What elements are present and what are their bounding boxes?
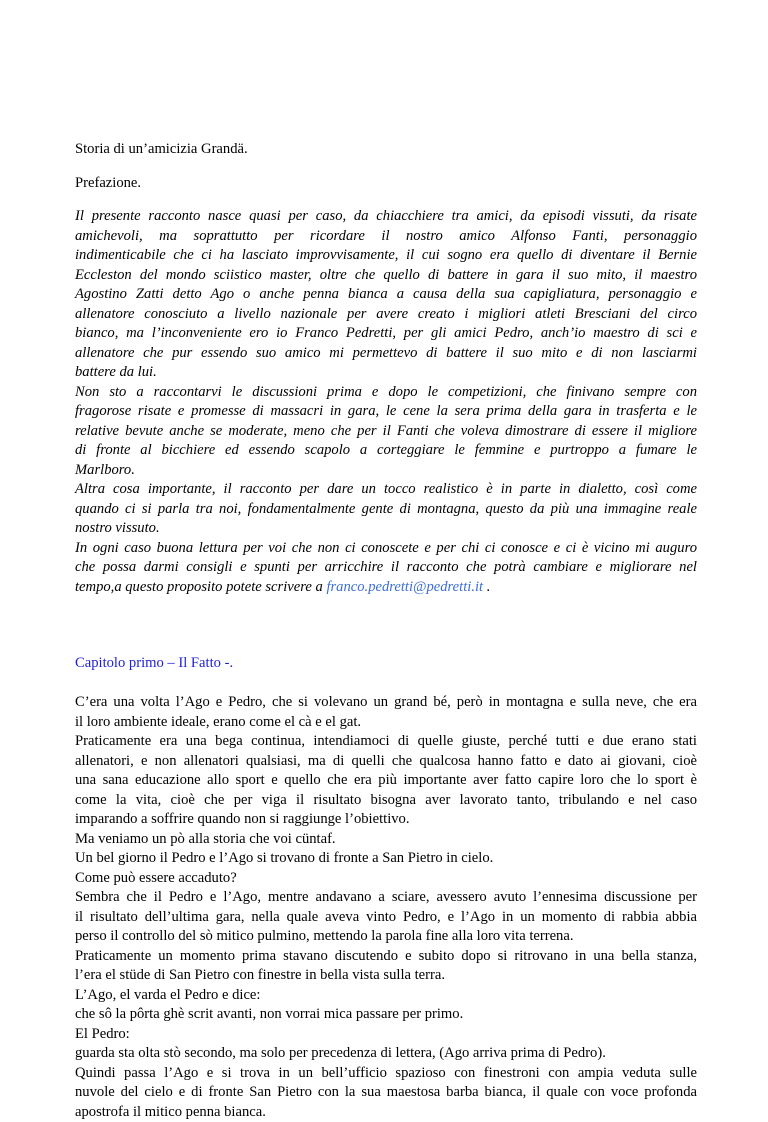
preface-line: fragorose risate e promesse di massacri in gara, le cene la sera prima della gara in trasferta e le xyxy=(75,402,697,422)
preface-line: In ogni caso buona lettura per voi che non ci conoscete e per chi ci conosce e ci è vicino mi auguro xyxy=(75,539,697,559)
preface-line: Eccleston del mondo sciistico master, oltre che quello di battere in gara il suo mito, il maestro xyxy=(75,266,697,286)
chapter-line: una sana educazione allo sport e quello che era più importante aver fatto capire loro che lo sport è xyxy=(75,771,697,791)
chapter-line: Un bel giorno il Pedro e l’Ago si trovano di fronte a San Pietro in cielo. xyxy=(75,849,697,869)
chapter-line: imparando a soffrire quando non si raggiunge l’obiettivo. xyxy=(75,810,697,830)
chapter-line: perso il controllo del sò mitico pulmino, mettendo la parola fine alla loro vita terrena. xyxy=(75,927,697,947)
preface-line: indimenticabile che ci ha lasciato improvvisamente, il cui sogno era quello di diventare il Bernie xyxy=(75,246,697,266)
preface-line: Il presente racconto nasce quasi per caso, da chiacchiere tra amici, da episodi vissuti, da risate xyxy=(75,207,697,227)
preface-line: Non sto a raccontarvi le discussioni prima e dopo le competizioni, che finivano sempre con xyxy=(75,383,697,403)
chapter-line: El Pedro: xyxy=(75,1025,697,1045)
preface-last-line-prefix: tempo,a questo proposito potete scrivere a xyxy=(75,579,326,595)
email-link[interactable]: franco.pedretti@pedretti.it xyxy=(326,579,483,595)
preface-line: allenatore che pur essendo suo amico mi permettevo di battere il suo mito e di non lasciarmi xyxy=(75,344,697,364)
chapter-line: guarda sta olta stò secondo, ma solo per precedenza di lettera, (Ago arriva prima di Pedro). xyxy=(75,1044,697,1064)
chapter-line: il loro ambiente ideale, erano come el cà e el gat. xyxy=(75,713,697,733)
preface-heading: Prefazione. xyxy=(75,174,697,194)
preface-line: relative bevute anche se moderate, meno che per il Fanti che voleva dimostrare di essere il migliore xyxy=(75,422,697,442)
chapter-line: L’Ago, el varda el Pedro e dice: xyxy=(75,986,697,1006)
document-title: Storia di un’amicizia Grandä. xyxy=(75,140,697,160)
preface-last-line-suffix: . xyxy=(483,579,490,595)
preface-line: nostro vissuto. xyxy=(75,519,697,539)
preface-line: Agostino Zatti detto Ago o anche penna bianca a causa della sua capigliatura, personaggio e xyxy=(75,285,697,305)
preface-line: allenatore conosciuto a livello nazionale per avere creato i migliori atleti Bresciani del circo xyxy=(75,305,697,325)
preface-body xyxy=(75,207,697,597)
chapter-line: Come può essere accaduto? xyxy=(75,869,697,889)
chapter-line: Praticamente un momento prima stavano discutendo e subito dopo si ritrovano in una bella stanza, xyxy=(75,947,697,967)
preface-line: battere da lui. xyxy=(75,363,697,383)
chapter-line: il risultato dell’ultima gara, nella quale aveva vinto Pedro, e l’Ago in un momento di rabbia abbia xyxy=(75,908,697,928)
chapter-line: nuvole del cielo e di fronte San Pietro con la sua maestosa barba bianca, il quale con voce profonda xyxy=(75,1083,697,1103)
preface-line: amichevoli, ma soprattutto per ricordare il nostro amico Alfonso Fanti, personaggio xyxy=(75,227,697,247)
chapter-line: apostrofa il mitico penna bianca. xyxy=(75,1103,697,1122)
chapter-line: allenatori, e non allenatori qualsiasi, ma di quelli che qualcosa hanno fatto e dato ai giovani, cioè xyxy=(75,752,697,772)
chapter-line: che sô la pôrta ghè scrit avanti, non vorrai mica passare per primo. xyxy=(75,1005,697,1025)
preface-line: quando ci si parla tra noi, fondamentalmente gente di montagna, questo da più una immagine reale xyxy=(75,500,697,520)
chapter-line: Quindi passa l’Ago e si trova in un bell’ufficio spazioso con finestroni con ampia veduta sulle xyxy=(75,1064,697,1084)
chapter-line: C’era una volta l’Ago e Pedro, che si volevano un grand bé, però in montagna e sulla neve, che era xyxy=(75,693,697,713)
preface-line: di fronte al bicchiere ed essendo scapolo a corteggiare le femmine e purtroppo a fumare le xyxy=(75,441,697,461)
document-page xyxy=(75,140,697,1122)
preface-line: Altra cosa importante, il racconto per dare un tocco realistico è in parte in dialetto, così come xyxy=(75,480,697,500)
chapter-line: Praticamente era una bega continua, intendiamoci di quelle giuste, perché tutti e due erano stati xyxy=(75,732,697,752)
chapter-line: Sembra che il Pedro e l’Ago, mentre andavano a sciare, avessero avuto l’ennesima discussione per xyxy=(75,888,697,908)
preface-line: Marlboro. xyxy=(75,461,697,481)
chapter-line: l’era el stüde di San Pietro con finestre in bella vista sulla terra. xyxy=(75,966,697,986)
chapter-body xyxy=(75,693,697,1122)
preface-line: che possa darmi consigli e spunti per arricchire il racconto che potrà cambiare e migliorare nel xyxy=(75,558,697,578)
preface-line: bianco, ma l’inconveniente ero io Franco Pedretti, per gli amici Pedro, anch’io maestro di sci e xyxy=(75,324,697,344)
chapter-line: Ma veniamo un pò alla storia che voi cüntaf. xyxy=(75,830,697,850)
chapter-heading: Capitolo primo – Il Fatto -. xyxy=(75,654,697,674)
chapter-line: come la vita, cioè che per viga il risultato bisogna aver lavorato tanto, tribulando e nel caso xyxy=(75,791,697,811)
preface-last-line xyxy=(75,578,697,598)
